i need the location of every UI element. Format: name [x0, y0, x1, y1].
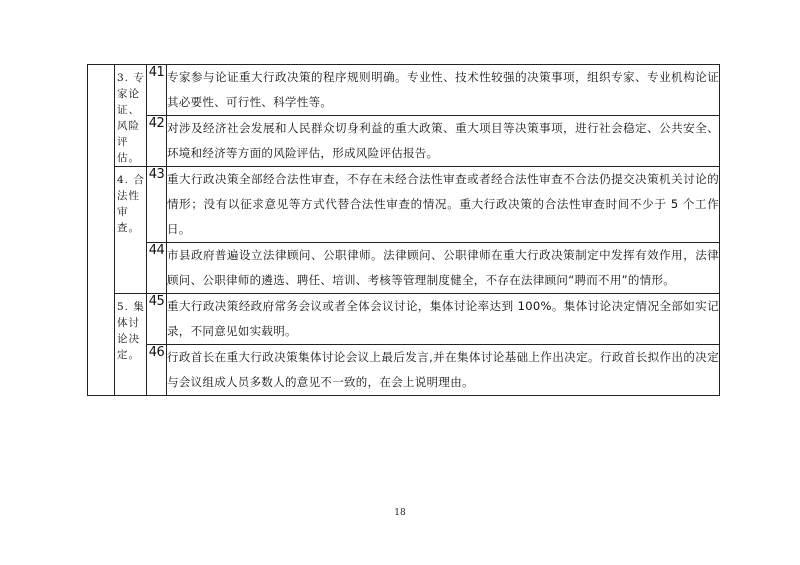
blank-column-cell: [88, 65, 115, 396]
item-text: 重大行政决策经政府常务会议或者全体会议讨论，集体讨论率达到 100%。集体讨论决定情况全部如实记录，不同意见如实载明。: [167, 294, 720, 345]
table-row: [88, 167, 720, 243]
item-text: 专家参与论证重大行政决策的程序规则明确。专业性、技术性较强的决策事项，组织专家、专业机构论证其必要性、可行性、科学性等。: [167, 65, 720, 116]
item-number: 44: [147, 243, 167, 294]
item-number: 43: [147, 167, 167, 243]
item-number: 46: [147, 345, 167, 396]
table-row: [88, 116, 720, 167]
table-row: [88, 243, 720, 294]
table-row: [88, 65, 720, 116]
table-row: [88, 345, 720, 396]
item-text: 市县政府普遍设立法律顾问、公职律师。法律顾问、公职律师在重大行政决策制定中发挥有效作用，法律顾问、公职律师的遴选、聘任、培训、考核等管理制度健全，不存在法律顾问“聘而不用”的情形。: [167, 243, 720, 294]
item-text: 对涉及经济社会发展和人民群众切身利益的重大政策、重大项目等决策事项，进行社会稳定、公共安全、环境和经济等方面的风险评估，形成风险评估报告。: [167, 116, 720, 167]
category-label: 5. 集体讨论决定。: [117, 301, 145, 361]
item-text: 行政首长在重大行政决策集体讨论会议上最后发言,并在集体讨论基础上作出决定。行政首长拟作出的决定与会议组成人员多数人的意见不一致的，在会上说明理由。: [167, 345, 720, 396]
table-row: [88, 294, 720, 345]
page-number: 18: [394, 508, 406, 518]
category-cell: [115, 294, 147, 396]
category-label: 4. 合法性审查。: [117, 174, 145, 234]
category-label: 3. 专家论证、风险评估。: [117, 72, 145, 164]
indicator-table: [87, 64, 720, 396]
item-number: 45: [147, 294, 167, 345]
category-cell: [115, 65, 147, 167]
item-text: 重大行政决策全部经合法性审查，不存在未经合法性审查或者经合法性审查不合法仍提交决策机关讨论的情形；没有以征求意见等方式代替合法性审查的情况。重大行政决策的合法性审查时间不少于 5 个工作日。: [167, 167, 720, 243]
item-number: 42: [147, 116, 167, 167]
item-number: 41: [147, 65, 167, 116]
category-cell: [115, 167, 147, 294]
